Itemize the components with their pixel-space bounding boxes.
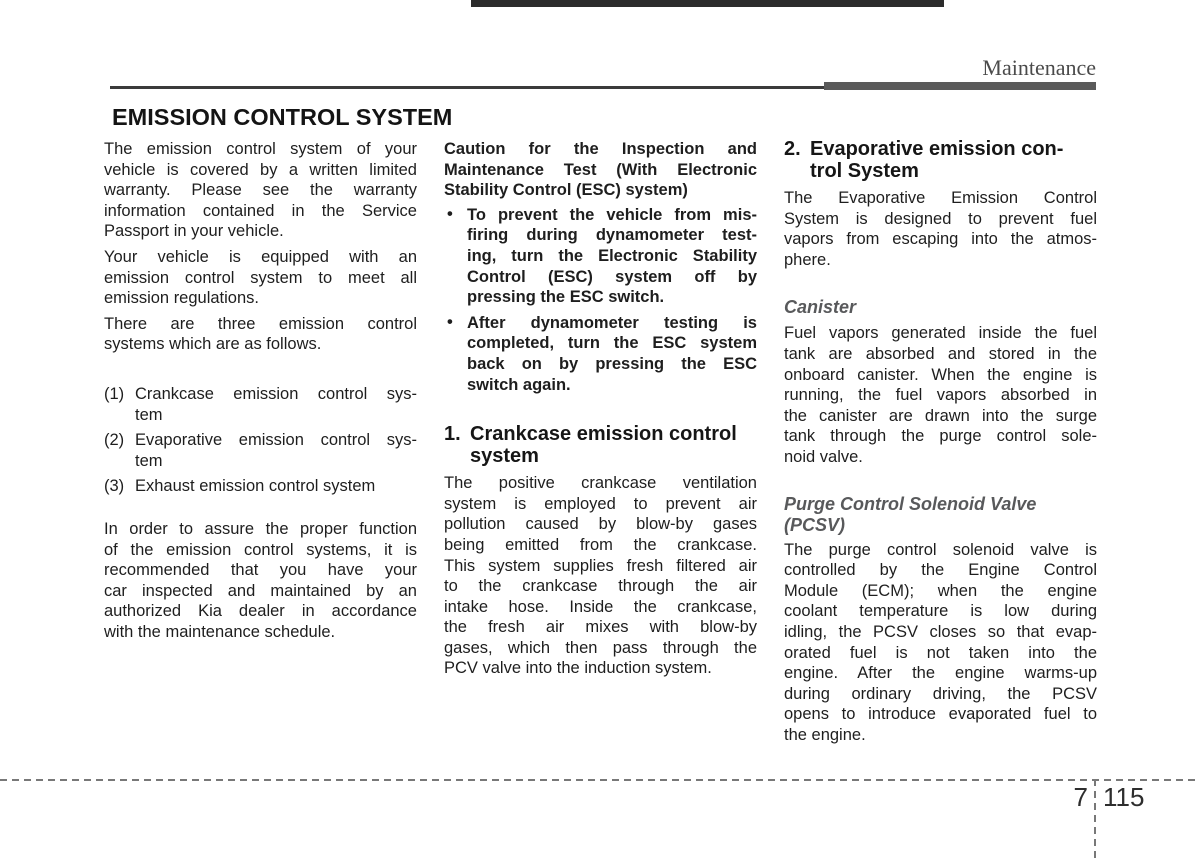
paragraph-dealer-advice: In order to assure the proper function of the emission control systems, it is recommended that you have your car inspected and maintained by an authorized Kia dealer in accordance with the maintenance schedule. — [104, 519, 417, 641]
subsection-title-pcsv: Purge Control Solenoid Valve (PCSV) — [784, 493, 1037, 535]
footer-dashed-rule — [0, 779, 1200, 781]
header-rule-thin — [110, 86, 824, 89]
list-marker: (1) — [104, 384, 125, 403]
list-marker: (3) — [104, 477, 125, 496]
list-item — [104, 384, 417, 425]
subsection-title-canister: Canister — [784, 297, 857, 318]
paragraph-warranty: The emission control system of your vehicle is covered by a written limited warranty. Please see the warranty information contained in the Service Passport in your vehicle. — [104, 140, 417, 241]
footer-dashed-separator — [1094, 779, 1096, 861]
section-heading-crankcase — [444, 424, 757, 467]
caution-heading: Caution for the Inspection and Maintenance Test (With Electronic Stability Control (ESC) system) — [444, 140, 757, 200]
chapter-number: 7 — [1073, 782, 1088, 812]
list-item-text: Exhaust emission control system — [135, 477, 376, 496]
column-left — [104, 139, 417, 647]
section-number: 2. — [784, 138, 801, 160]
paragraph-canister-body: Fuel vapors generated inside the fuel tank are absorbed and stored in the onboard canister. When the engine is running, the fuel vapors absorbed in the canister are drawn into the surge tank through the purge control sole- noid valve. — [784, 324, 1097, 466]
bullet-icon: • — [447, 204, 453, 223]
list-item-text: Crankcase emission control sys- tem — [135, 384, 417, 424]
paragraph-pcsv-body: The purge control solenoid valve is controlled by the Engine Control Module (ECM); when the engine coolant temperature is low during idling, the PCSV closes so that evap- orated fuel is not taken into the engine. After the engine warms-up during ordinary driving, the PCSV opens to introduce evaporated fuel to the engine. — [784, 540, 1097, 744]
numbered-list — [104, 384, 417, 497]
page-title: EMISSION CONTROL SYSTEM — [112, 104, 453, 130]
section-number: 1. — [444, 423, 461, 446]
paragraph-crankcase-body: The positive crankcase ventilation system is employed to prevent air pollution caused by blow-by gases being emitted from the crankcase. This system supplies fresh filtered air to the crankcase through the air intake hose. Inside the crankcase, the fresh air mixes with blow-by gases, which then pass through the PCV valve into the induction system. — [444, 474, 757, 678]
list-item-text: Evaporative emission control sys- tem — [135, 431, 417, 470]
bullet-item — [444, 205, 757, 308]
paragraph-evaporative-intro: The Evaporative Emission Control System is designed to prevent fuel vapors from escaping into the atmos- phere. — [784, 189, 1097, 269]
list-item — [104, 476, 417, 497]
column-right — [784, 139, 1097, 750]
column-middle — [444, 139, 757, 684]
page-number: 115 — [1103, 782, 1145, 812]
list-item — [104, 430, 417, 471]
paragraph-three-systems: There are three emission control systems which are as follows. — [104, 314, 417, 354]
chapter-header-label: Maintenance — [982, 55, 1096, 80]
bullet-text: After dynamometer testing is completed, turn the ESC system back on by pressing the ESC switch again. — [467, 313, 757, 394]
section-title: Evaporative emission con- trol System — [810, 138, 1064, 182]
section-title: Crankcase emission control system — [470, 423, 737, 467]
paragraph-equipped: Your vehicle is equipped with an emission control system to meet all emission regulations. — [104, 247, 417, 308]
bullet-item — [444, 313, 757, 395]
header-rule-thick — [824, 82, 1096, 90]
bullet-text: To prevent the vehicle from mis- firing during dynamometer test- ing, turn the Electronic Stability Control (ESC) system off by pressing the ESC switch. — [467, 205, 757, 307]
bullet-icon: • — [447, 312, 453, 331]
page-top-scan-bar — [471, 0, 944, 7]
list-marker: (2) — [104, 431, 125, 450]
section-heading-evaporative — [784, 139, 1097, 182]
